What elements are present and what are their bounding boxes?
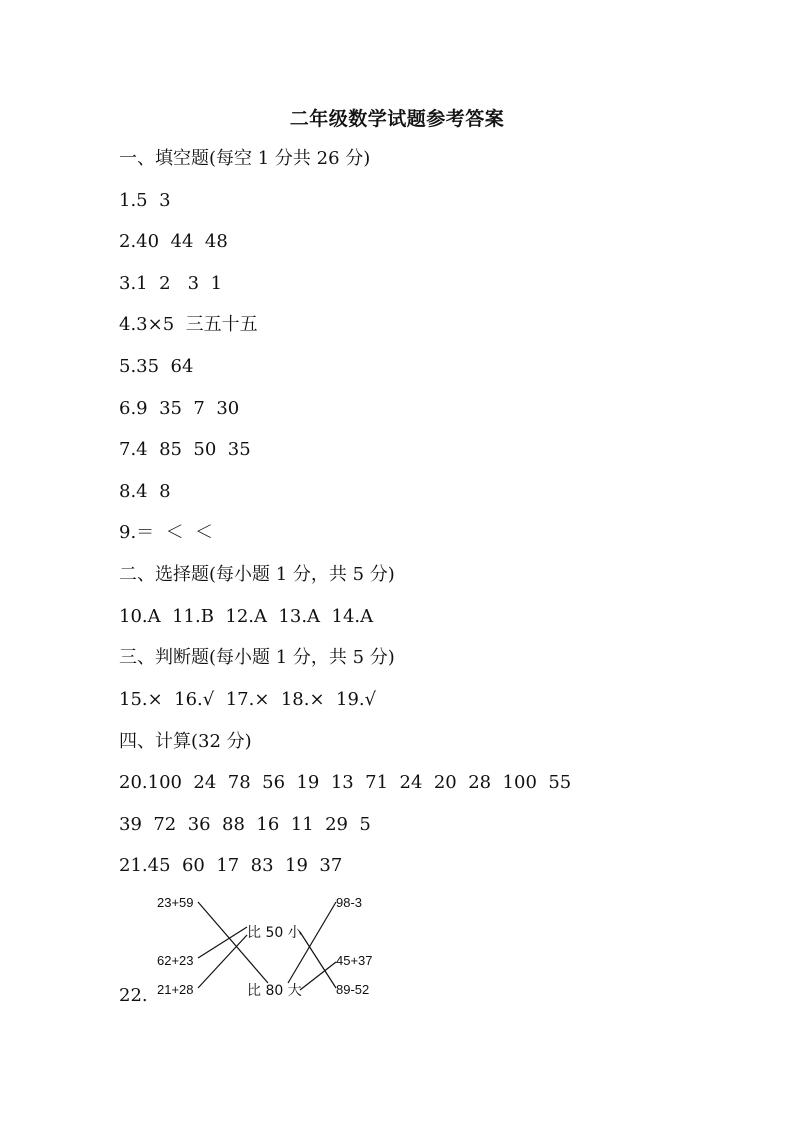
- match-line-23-59: [198, 902, 268, 983]
- answer-line-20a: 20.100 24 78 56 19 13 71 24 20 28 100 55: [119, 772, 572, 793]
- answer-line-judge: 15.× 16.√ 17.× 18.× 19.√: [119, 689, 377, 710]
- answer-line-5: 5.35 64: [119, 356, 194, 377]
- answer-line-choice: 10.A 11.B 12.A 13.A 14.A: [119, 606, 374, 627]
- answer-line-9: 9.＝ ＜ ＜: [119, 522, 214, 543]
- match-line-98-3: [288, 902, 336, 983]
- page-title: 二年级数学试题参考答案: [289, 108, 505, 130]
- answer-line-2: 2.40 44 48: [119, 231, 228, 252]
- answer-line-1: 1.5 3: [119, 190, 171, 211]
- left-expr-1: 23+59: [157, 895, 194, 910]
- answer-line-4: 4.3×5 三五十五: [119, 314, 258, 335]
- section-heading-calc: 四、计算(32 分): [119, 731, 252, 752]
- left-expr-3: 21+28: [157, 982, 194, 997]
- middle-label-less-50: 比 50 小: [247, 925, 302, 941]
- answer-line-8: 8.4 8: [119, 481, 171, 502]
- answer-line-6: 6.9 35 7 30: [119, 398, 240, 419]
- right-expr-2: 45+37: [336, 953, 373, 968]
- answer-line-21: 21.45 60 17 83 19 37: [119, 855, 343, 876]
- right-expr-3: 89-52: [336, 982, 370, 997]
- question-number-22: 22.: [119, 985, 148, 1006]
- answer-line-7: 7.4 85 50 35: [119, 439, 251, 460]
- section-heading-fill-blank: 一、填空题(每空 1 分共 26 分): [119, 148, 371, 169]
- match-line-89-52: [300, 932, 336, 988]
- section-heading-judge: 三、判断题(每小题 1 分，共 5 分): [119, 647, 395, 668]
- section-heading-choice: 二、选择题(每小题 1 分，共 5 分): [119, 564, 395, 585]
- match-line-45-37: [300, 962, 336, 990]
- answer-line-3: 3.1 2 3 1: [119, 273, 223, 294]
- middle-label-more-80: 比 80 大: [247, 983, 302, 999]
- left-expr-2: 62+23: [157, 953, 194, 968]
- right-expr-1: 98-3: [336, 895, 363, 910]
- answer-line-20b: 39 72 36 88 16 11 29 5: [119, 814, 371, 835]
